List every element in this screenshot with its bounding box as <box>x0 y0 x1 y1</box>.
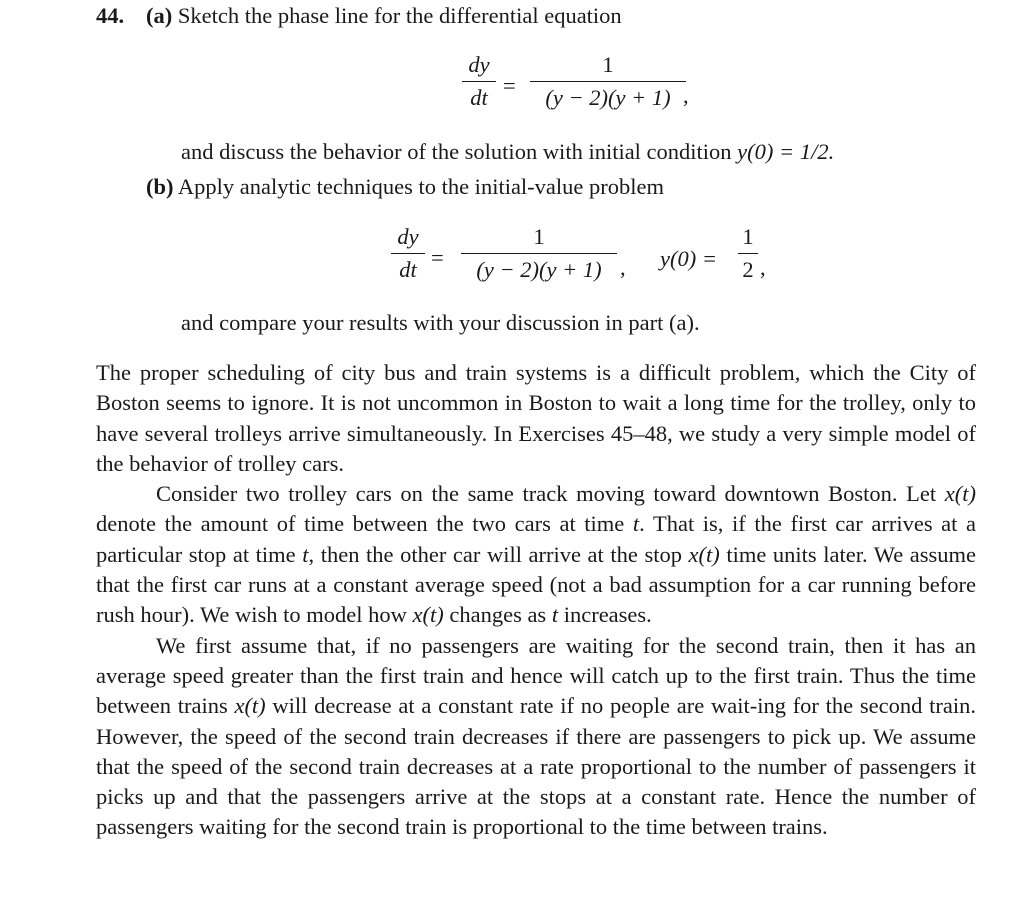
part-a-discuss-text: and discuss the behavior of the solution with initial condition <box>181 139 738 164</box>
part-a-intro: Sketch the phase line for the differential equation <box>177 3 622 28</box>
p2-text-f: changes as <box>443 602 552 628</box>
equation-a-lhs <box>462 54 496 109</box>
part-a-discussion <box>181 139 834 165</box>
fraction-bar <box>738 253 758 254</box>
part-a-label: (a) <box>146 3 173 28</box>
math-x-of-t: x(t) <box>944 481 976 507</box>
exercise-number: 44. <box>96 3 125 28</box>
p2-text-b: denote the amount of time between the two cars at time <box>96 511 633 537</box>
fraction-bar <box>461 253 617 254</box>
fraction-bar <box>462 81 496 82</box>
comma: , <box>760 255 766 280</box>
equals-sign: = <box>431 245 444 270</box>
p2-text-g: increases. <box>558 602 652 628</box>
p2-text-c: . That is, if the first car arrives at a particular stop at time <box>96 511 976 567</box>
equation-a-lhs-den: dt <box>470 84 488 110</box>
equation-b-lhs-den: dt <box>399 256 417 282</box>
math-t: t <box>632 511 640 537</box>
equals-sign: = <box>503 73 516 98</box>
paragraph-2 <box>96 479 976 630</box>
math-x-of-t: x(t) <box>688 541 720 567</box>
equation-a-rhs-num: 1 <box>602 52 614 77</box>
equation-b-ic-den: 2 <box>742 256 754 282</box>
equation-b-rhs <box>461 226 617 281</box>
part-b-intro: Apply analytic techniques to the initial-value problem <box>177 174 665 199</box>
fraction-bar <box>530 81 686 82</box>
math-t: t <box>551 602 559 628</box>
p2-text-d: , then the other car will arrive at the stop <box>308 541 689 567</box>
equation-a-lhs-num: dy <box>468 52 490 77</box>
p3-text-a: We first assume that, if no passengers are waiting for the second train, then it has an average speed greater than the first train and hence will catch up to the first train. Thus the time between trains <box>96 632 976 719</box>
p2-text-e: time units later. We assume that the first car runs at a constant average speed (not a bad assumption for a car running before rush hour). We wish to model how <box>96 541 977 628</box>
comma: , <box>620 255 626 280</box>
math-x-of-t: x(t) <box>412 602 444 628</box>
comma: , <box>683 83 689 108</box>
equation-b-lhs-num: dy <box>397 224 419 249</box>
fraction-bar <box>391 253 425 254</box>
part-a-line <box>146 3 622 29</box>
equation-b-rhs-num: 1 <box>533 224 545 249</box>
part-b-label: (b) <box>146 174 174 199</box>
equation-b-ic-value <box>738 226 758 281</box>
math-x-of-t: x(t) <box>234 693 266 719</box>
paragraph-1: The proper scheduling of city bus and train systems is a difficult problem, which the City of Boston seems to ignore. It is not uncommon in Boston to wait a long time for the trolley, only to have several trolleys arrive simultaneously. In Exercises 45–48, we study a very simple model of the behavior of trolley cars. <box>96 360 976 476</box>
body-text <box>96 358 976 843</box>
p3-text-b: will decrease at a constant rate if no people are wait-ing for the second train. However, the speed of the second train decreases if there are passengers to pick up. We assume that the speed of the second train decreases at a rate proportional to the number of passengers it picks up and that the passengers arrive at the stops at a constant rate. Hence the number of passengers waiting for the second train is proportional to the time between trains. <box>96 693 976 840</box>
equation-b-lhs <box>391 226 425 281</box>
equation-a-rhs <box>530 54 686 109</box>
p2-text-a: Consider two trolley cars on the same track moving toward downtown Boston. Let <box>156 481 945 507</box>
part-a-initial-condition: y(0) = 1/2. <box>737 139 835 164</box>
paragraph-3 <box>96 631 976 843</box>
math-t: t <box>302 541 309 567</box>
equation-a-rhs-den: (y − 2)(y + 1) <box>545 84 671 110</box>
part-b-compare: and compare your results with your discussion in part (a). <box>181 310 700 335</box>
equation-b-rhs-den: (y − 2)(y + 1) <box>476 256 602 282</box>
equation-b-ic-num: 1 <box>742 224 754 249</box>
equation-b-ic-lhs: y(0) = <box>660 246 718 271</box>
part-b-line <box>146 174 664 200</box>
